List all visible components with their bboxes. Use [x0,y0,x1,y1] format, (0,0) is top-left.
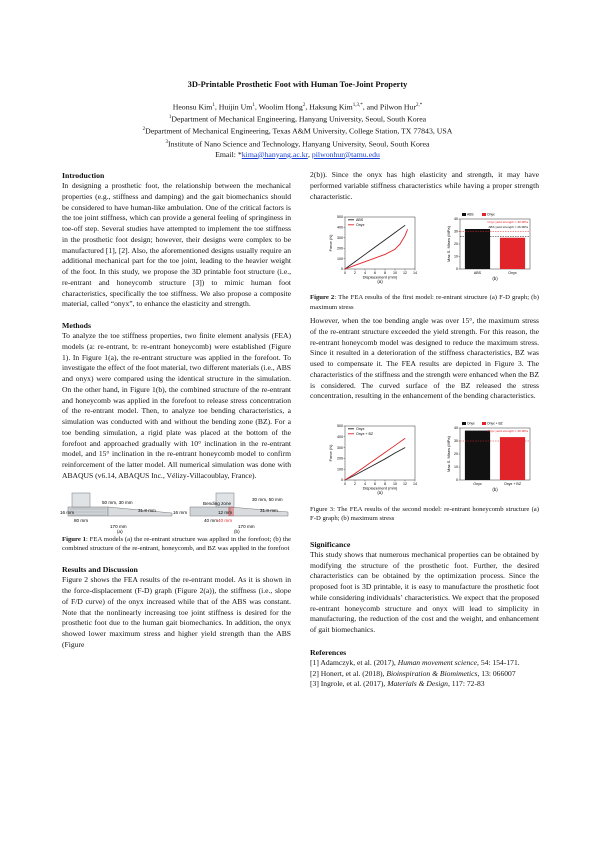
affiliation-text: Department of Mechanical Engineering, Hanyang University, Seoul, South Korea [171,114,427,124]
author-and: and [366,102,378,112]
author-sup: 2,* [416,103,423,108]
y-tick-label: 20 [454,452,458,457]
data-point [355,475,356,476]
x-tick-label: 12 [403,271,407,276]
y-tick-label: 500 [337,424,343,429]
fig1b-bottom1-label: 40 mm [204,517,219,523]
series-line [345,230,408,270]
fig1b-label: (b) [234,528,240,534]
references-heading: References [310,647,347,657]
ref-journal: Materials & Design [387,679,448,689]
significance-heading: Significance [310,539,351,549]
y-tick-label: 0 [456,267,458,272]
legend-label: Onyx [356,427,365,432]
results-text: Figure 2 shows the FEA results of the re-entrant model. As it is shown in the force-displacement (F-D) graph (Figure 2(a)), the stiffness (i.e., slope of F/D curve) of the onyx increased while that of the ABS was constant. Note that the nonlinearly increasing toe joint stiffness is desired for the prosthetic foot due to the human gait biomechanics. In addition, the onyx showed lower maximum stress and higher yield strength than the ABS (Figure [62,575,291,649]
y-axis-label: Max S. Mises (MPa) [446,226,451,263]
x-tick-label: 0 [344,271,346,276]
figure-2-caption-text: : The FEA results of the first model: re-entrant structure (a) F-D graph; (b) maximum stress [310,294,539,311]
author-name: Heonsu Kim [172,102,213,112]
figure-3 [310,418,539,502]
x-tick-label: 10 [393,482,397,487]
y-tick-label: 500 [337,215,343,220]
subfigure-label: (a) [377,490,383,496]
data-point [345,269,346,270]
y-tick-label: 0 [456,478,458,483]
data-point [345,480,346,481]
email-separator: , [307,149,312,159]
methods-text: To analyze the toe stiffness properties, two finite element analysis (FEA) models (a: re-entrant, b: re-entrant honeycomb) were established (Figure 1). In Figure 1(a), the re-entrant structure was applied in the forefoot. To investigate the effect of the foot material, two different materials (i.e., ABS and onyx) were compared using the identical structure in the simulation. On the other hand, in Figure 1(b), the combined structure of the re-entrant and honeycomb was applied in the forefoot to release stress concentration of the re-entrant model. Then, to analyze toe bending characteristics, a simulation was conducted with and without the bending zone (BZ). For a toe bending simulation, a rigid plate was placed at the bottom of the forefoot and approached gradually with 10° inclination in the re-entrant model, and 15° inclination in the re-entrant honeycomb model to confirm reinforcement of the latter model. All numerical simulation was done with ABAQUS (v6.14, ABAQUS Inc., Vélizy-Villacoublay, France). [62,331,291,480]
y-tick-label: 200 [337,246,343,251]
figure-2 [310,211,539,291]
y-tick-label: 100 [337,257,343,262]
legend-label: Onyx [356,223,365,228]
figure-1-caption [62,535,291,554]
figure-3-charts [310,418,539,502]
data-point [405,236,406,237]
data-point [400,244,401,245]
y-tick-label: 300 [337,236,343,241]
fig1b-bz-label: 12 mm [218,509,233,515]
fig1b-mid-label: 31.8 mm [260,507,278,513]
x-tick-label: Onyx [508,271,517,276]
x-tick-label: Onyx + BZ [503,482,522,487]
x-tick-label: 8 [384,271,386,276]
bar [500,437,525,480]
fig1a-bottom2-label: 170 mm [110,523,127,529]
y-tick-label: 20 [454,242,458,247]
subfigure-label: (a) [377,279,383,285]
data-point [355,262,356,263]
results-heading: Results and Discussion [62,565,138,575]
email-label: Email: * [215,149,242,159]
legend-label: Onyx [467,421,475,426]
affiliation-text: Institute of Nano Science and Technology, Hanyang University, Seoul, South Korea [168,139,430,149]
y-tick-label: 100 [337,467,343,472]
email-link-1[interactable]: kima@hanyang.ac.kr [241,149,308,159]
legend-swatch [462,213,466,216]
affiliation-3: $^3$Institute of Nano Science and Technology, Hanyang University, Seoul, South Korea [165,139,430,149]
fig1b-zone-label: Bending zone [203,500,232,506]
data-point [385,452,386,453]
x-axis-label: Displacement (mm) [362,485,398,491]
fig1b-bottom2-label: 170 mm [238,523,255,529]
x-tick-label: 8 [384,482,386,487]
figure-2-caption [310,293,539,312]
fig2a-chart [328,215,417,284]
ref-pre: [1] Adamczyk, et al. (2017), [310,657,398,667]
significance-text: This study shows that numerous mechanical properties can be obtained by modifying the structure of the prosthetic foot. Further, the desired characteristics can be obtained by the optimization process. Since the proposed foot is 3D printable, it is easy to manufacture the prosthetic foot while considering individuals’ characteristics. We expect that the proposed re-entrant honeycomb structure and onyx will lead to simplicity in manufacturing, the reduction of the cost and the weight, and enhancement of gait biomechanics. [310,549,539,635]
left-column [62,170,291,651]
author-name: Haksung Kim [309,102,353,112]
fig1a-label: (a) [117,528,123,534]
subfigure-label: (b) [492,276,498,282]
x-tick-label: 6 [374,482,376,487]
fig1a-mid-label: 31.8 mm [138,507,156,513]
y-tick-label: 400 [337,225,343,230]
bar [465,431,490,480]
ref-pre: [2] Honert, et al. (2018), [310,668,387,678]
annotation-label: Onyx yield strength = 30 MPa [487,429,528,434]
x-axis-label: Displacement (mm) [362,274,398,280]
methods-heading: Methods [62,321,92,330]
legend-swatch [482,422,486,425]
data-point [355,265,356,266]
bar [500,238,525,269]
data-point [355,473,356,474]
data-point [365,469,366,470]
annotation-label: Onyx yield strength = 30 MPa [487,220,528,225]
data-point [385,459,386,460]
series-line [345,448,405,480]
reference-item [310,658,539,669]
legend-swatch [462,422,466,425]
y-tick-label: 40 [454,217,458,222]
legend-swatch [482,213,486,216]
data-point [365,466,366,467]
x-tick-label: 2 [354,271,356,276]
x-tick-label: 0 [344,482,346,487]
fig1b-top-label: 30 mm, 50 mm [252,496,283,502]
data-point [405,447,406,448]
y-tick-label: 200 [337,456,343,461]
y-axis-label: Max S. Mises (MPa) [446,436,451,473]
x-tick-label: 4 [364,482,366,487]
x-tick-label: 2 [354,482,356,487]
author-name: Huijin Um [218,102,253,112]
legend-label: ABS [356,218,364,223]
figure-2-caption-bold: Figure 2 [310,294,335,302]
author-sup: 1 [212,103,215,108]
y-tick-label: 10 [454,254,458,259]
however-text: However, when the toe bending angle was over 15°, the maximum stress of the re-entrant structure exceeded the yield strength. For this reason, the re-entrant honeycomb model was designed to reduce the maximum stress. Since it resulted in a deterioration of the stiffness characteristics, BZ was used to compensate it. The FEA results are depicted in Figure 3. The characteristics of the stiffness and the strength were enhanced when the BZ is considered. The curved surface of the BZ released the stress concentration, resulting in the enhancement of the bending characteristics. [310,316,539,401]
results-text-continued: 2(b)). Since the onyx has high elasticity and strength, it may have performed variable stiffness characteristics while having a proper strength characteristic. [310,170,539,201]
reference-item [310,669,539,680]
author-sup: 1,3,* [352,103,363,108]
figure-1-caption-bold: Figure 1 [62,535,86,543]
data-point [405,225,406,226]
author-sup: 1 [252,103,255,108]
ref-post: , 13: 066007 [477,668,516,678]
legend-label: Onyx + BZ [487,421,503,426]
data-point [385,240,386,241]
y-tick-label: 30 [454,229,458,234]
data-point [365,254,366,255]
y-tick-label: 0 [341,478,343,483]
y-tick-label: 0 [341,267,343,272]
figure-1-drawing [62,491,291,533]
y-axis-label: Force (N) [328,444,333,462]
legend-label: Onyx + BZ [356,432,374,437]
y-tick-label: 30 [454,439,458,444]
fig1a-top-label: 50 mm, 30 mm [102,499,133,505]
x-tick-label: 10 [393,271,397,276]
email-link-2[interactable]: pilwonhur@tamu.edu [311,149,380,159]
x-tick-label: 14 [413,271,417,276]
y-tick-label: 40 [454,426,458,431]
fig1b-left-label: 16 mm [173,509,188,515]
ref-journal: Human movement science [397,657,478,667]
affiliation-2: $^2$Department of Mechanical Engineering, Texas A&M University, College Station, TX 77843, USA [142,126,453,136]
x-tick-label: ABS [473,271,482,276]
y-axis-label: Force (N) [328,234,333,252]
fig1a-left-label: 16 mm [60,509,75,515]
ref-journal: Bioinspiration & Biomimetics [386,668,478,678]
x-tick-label: 4 [364,271,366,276]
affiliation-1: $^1$Department of Mechanical Engineering, Hanyang University, Seoul, South Korea [168,114,427,124]
fig1a-bottom1-label: 80 mm [74,517,89,523]
x-tick-label: 14 [413,482,417,487]
data-point [365,262,366,263]
data-point [375,247,376,248]
affiliation-text: Department of Mechanical Engineering, Texas A&M University, College Station, TX 77843, USA [145,126,453,136]
right-column [310,170,539,690]
reference-item [310,679,539,690]
annotation-label: ABS yield strength = 26 MPa [488,225,528,230]
data-point [375,258,376,259]
x-tick-label: Onyx [473,482,482,487]
paper-title: 3D-Printable Prosthetic Foot with Human Toe-Joint Property [187,80,408,89]
fig1b-bottom-red-label: 40 mm [218,517,233,523]
intro-heading: Introduction [62,171,105,180]
fig3a-chart [328,424,417,495]
email-line [0,150,595,161]
data-point [385,254,386,255]
subfigure-label: (b) [492,487,498,493]
author-name: Pilwon Hur [379,102,417,112]
data-point [405,438,406,439]
ref-post: , 117: 72-83 [447,679,485,689]
author-block [0,101,595,160]
figure-3-caption: Figure 3: The FEA results of the second model: re-entrant honeycomb structure (a) F-D graph; (b) maximum stress [310,506,539,523]
author-sup: 2 [302,103,306,108]
data-point [395,249,396,250]
bar [465,229,490,269]
figure-1 [62,491,291,533]
data-point [407,229,408,230]
figure-2-charts [310,211,539,291]
ref-pre: [3] Ingrole, et al. (2017), [310,679,388,689]
ref-post: , 54: 154-171. [477,657,520,667]
x-tick-label: 12 [403,482,407,487]
legend-label: ABS [467,212,474,217]
fig2b-chart [446,213,530,282]
fig3b-chart [446,421,530,492]
data-point [395,233,396,234]
author-name: Woolim Hong [258,102,303,112]
figure-1-caption-text: : FEA models (a) the re-entrant structure was applied in the forefoot; (b) the combined structure of the re-entrant, honeycomb, and BZ was applied in the forefoot [62,535,291,552]
data-point [395,453,396,454]
y-tick-label: 10 [454,465,458,470]
author-list: Heonsu Kim$^1$, Huijin Um$^1$, Woolim Hong$^2$, Haksung Kim$^{1,3,*}$, and Pilwon Hur$^{2,*}$ [172,102,423,112]
x-tick-label: 6 [374,271,376,276]
y-tick-label: 400 [337,435,343,440]
legend-label: Onyx [487,212,495,217]
data-point [395,445,396,446]
data-point [375,464,376,465]
y-tick-label: 300 [337,445,343,450]
intro-text: In designing a prosthetic foot, the relationship between the mechanical properties (e.g., stiffness and damping) and the gait biomechanics should be considered to have human-like ambulation. One of the critical factors is the toe joint stiffness, which can provide a general feeling of springiness in toe-off step. Several studies have attempted to implement the toe stiffness in the prosthetic foot design; however, their designs were complex to be manufactured [1], [2]. Also, the aforementioned designs usually require an additional mechanical part for the toe joint, leading to the heavier weight of the foot. In this study, we propose the 3D printable foot structure (i.e., re-entrant and honeycomb structure [3]) to mimic human foot characteristics, specifically the toe stiffness. We also propose a composite material, called “onyx”, to enhance the elasticity and strength. [62,181,291,309]
data-point [375,459,376,460]
